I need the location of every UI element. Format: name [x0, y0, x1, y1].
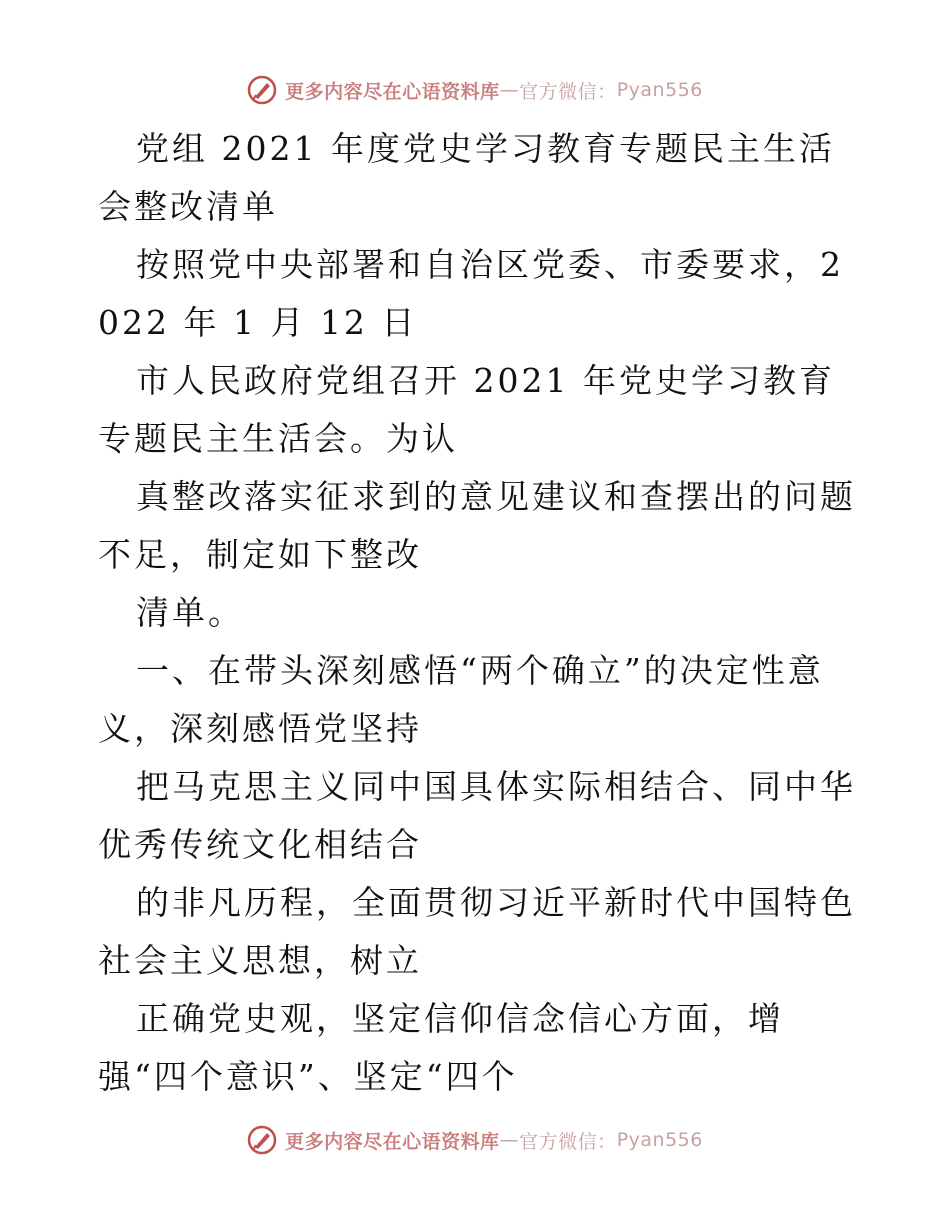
watermark-footer: [0, 1120, 950, 1160]
paragraph: 的非凡历程，全面贯彻习近平新时代中国特色社会主义思想，树立: [98, 883, 856, 980]
watermark-brand: 更多内容尽在心语资料库: [285, 80, 500, 103]
watermark-label: 官方微信：: [519, 80, 617, 103]
quill-logo-icon: [247, 75, 277, 105]
paragraph: 真整改落实征求到的意见建议和查摆出的问题不足，制定如下整改: [98, 477, 856, 574]
watermark-dash: —: [499, 79, 520, 101]
watermark-header: [0, 70, 950, 110]
watermark-brand: 更多内容尽在心语资料库: [285, 1130, 500, 1153]
paragraph-title: 党组 2021 年度党史学习教育专题民主生活会整改清单: [98, 129, 835, 226]
watermark-account: Pyan556: [616, 1129, 703, 1151]
paragraph: 正确党史观，坚定信仰信念信心方面，增强“四个意识”、坚定“四个: [98, 999, 784, 1096]
paragraph: 一、在带头深刻感悟“两个确立”的决定性意义，深刻感悟党坚持: [98, 651, 824, 748]
paragraph: 清单。: [136, 593, 244, 632]
paragraph: 市人民政府党组召开 2021 年党史学习教育专题民主生活会。为认: [98, 361, 835, 458]
watermark-dash: —: [499, 1129, 520, 1151]
paragraph: 按照党中央部署和自治区党委、市委要求，2022 年 1 月 12 日: [98, 245, 844, 342]
paragraph: 把马克思主义同中国具体实际相结合、同中华优秀传统文化相结合: [98, 767, 856, 864]
watermark-account: Pyan556: [616, 79, 703, 101]
watermark-label: 官方微信：: [519, 1130, 617, 1153]
quill-logo-icon: [247, 1125, 277, 1155]
document-body: [98, 120, 858, 1106]
